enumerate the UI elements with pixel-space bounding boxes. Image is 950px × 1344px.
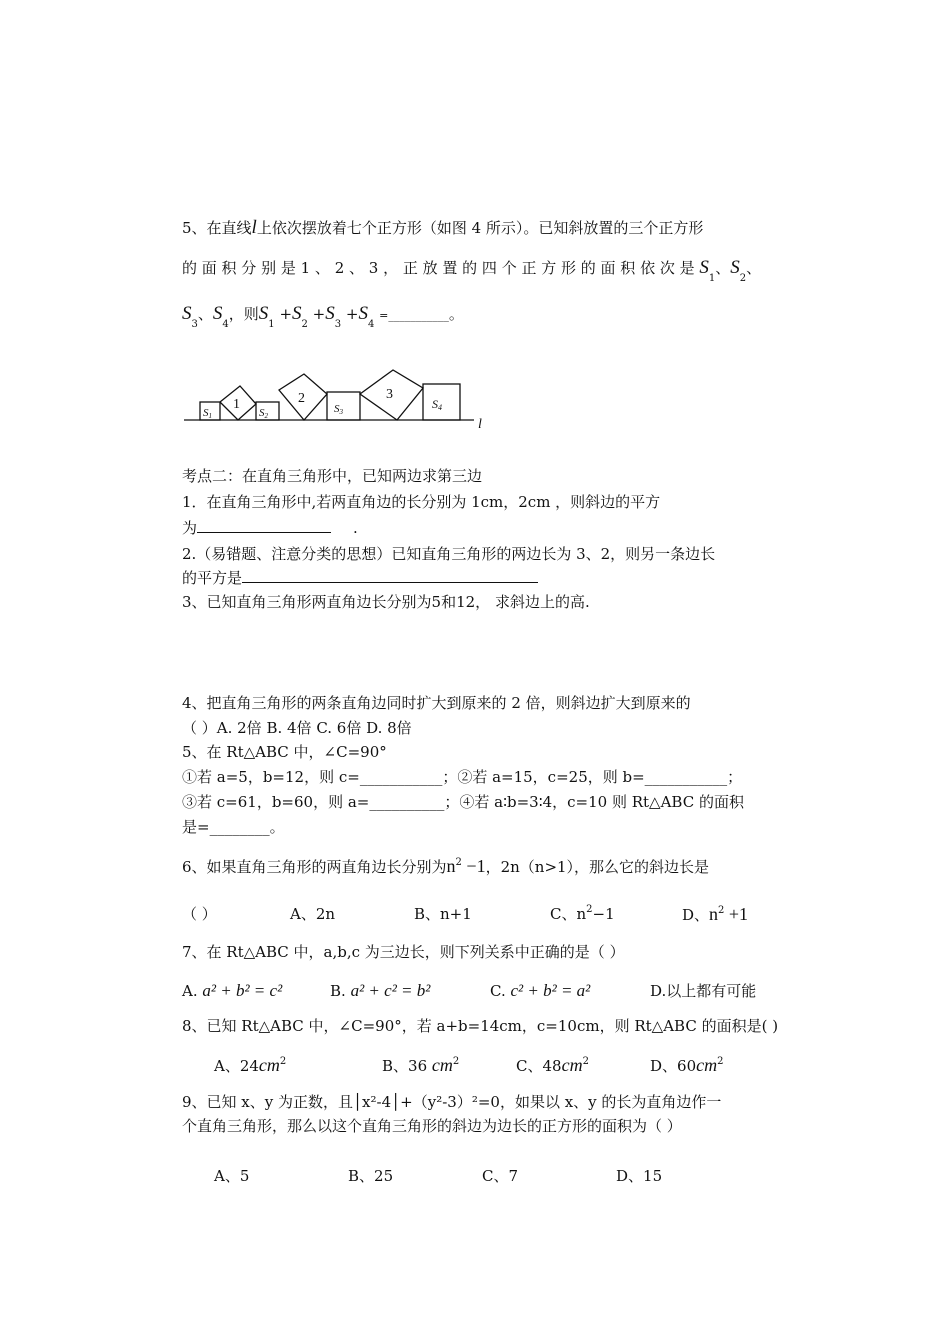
label-s4: S4 bbox=[432, 397, 442, 412]
section-title: 考点二：在直角三角形中，已知两边求第三边 bbox=[182, 467, 483, 485]
line-variable: l bbox=[251, 217, 257, 238]
problem-9-line-1: 9、已知 x、y 为正数，且│x²-4│+（y²-3）²=0，如果以 x、y 的长为直角边作一 bbox=[182, 1093, 722, 1111]
square-s4 bbox=[423, 384, 460, 420]
p7-option-d[interactable]: D.以上都有可能 bbox=[650, 982, 757, 1000]
problem-9-line-2: 个直角三角形，那么以这个直角三角形的斜边为边长的正方形的面积为（ ） bbox=[182, 1117, 682, 1135]
problem-7: 7、在 Rt△ABC 中，a,b,c 为三边长，则下列关系中正确的是（ ） bbox=[182, 943, 625, 961]
problem-9-options bbox=[214, 1166, 663, 1186]
squares-figure bbox=[182, 362, 492, 434]
problem-4-line-2: （ ）A. 2倍 B. 4倍 C. 6倍 D. 8倍 bbox=[182, 719, 412, 737]
p7-option-a[interactable]: A. a² + b² = c² bbox=[182, 981, 283, 1000]
problem-7-options bbox=[182, 981, 757, 1001]
p6-option-c[interactable]: C、$n^2-1$ bbox=[550, 904, 615, 923]
problem-6-line-1: 6、如果直角三角形的两直角边长分别为$n^2 -1$，2n（n>1），那么它的斜边长是 bbox=[182, 856, 710, 876]
p8-option-b[interactable]: B、36 $cm^2$ bbox=[382, 1055, 460, 1075]
answer-blank[interactable]: ___________ bbox=[388, 309, 449, 322]
problem-1-line-1: 1．在直角三角形中,若两直角边的长分别为 1cm，2cm ，则斜边的平方 bbox=[182, 493, 661, 511]
problem-2-line-1: 2.（易错题、注意分类的思想）已知直角三角形的两边长为 3、2，则另一条边长 bbox=[182, 545, 716, 563]
problem-1-line-2: 为 . bbox=[182, 519, 358, 537]
p9-option-d[interactable]: D、15 bbox=[616, 1167, 663, 1185]
label-s3: S3 bbox=[334, 403, 343, 416]
q5-line-1: 5、在直线l上依次摆放着七个正方形（如图 4 所示）。已知斜放置的三个正方形 bbox=[182, 217, 704, 238]
label-s1: S1 bbox=[203, 407, 212, 420]
problem-8-options bbox=[214, 1055, 724, 1079]
answer-blank-1[interactable] bbox=[197, 518, 331, 533]
problem-5-line-1: 5、在 Rt△ABC 中，∠C=90° bbox=[182, 743, 387, 761]
problem-8: 8、已知 Rt△ABC 中，∠C=90°，若 a+b=14cm，c=10cm，则 Rt△ABC 的面积是( ) bbox=[182, 1017, 779, 1035]
p8-option-a[interactable]: A、$24cm^2$ bbox=[214, 1055, 287, 1075]
problem-3: 3、已知直角三角形两直角边长分别为5和12， 求斜边上的高. bbox=[182, 593, 590, 611]
p6-option-d[interactable]: D、$n^2 +1$ bbox=[682, 904, 749, 924]
q5-line-2: 的 面 积 分 别 是 1 、 2 、 3 ， 正 放 置 的 四 个 正 方 形 的 面 积 依 次 是 $S_1$、$S_2$、 bbox=[182, 257, 762, 284]
problem-5-line-3: ③若 c=61，b=60，则 a=__________；④若 a∶b=3∶4，c=10 则 Rt△ABC 的面积 bbox=[182, 793, 744, 811]
label-1: 1 bbox=[233, 397, 240, 412]
p9-option-b[interactable]: B、25 bbox=[348, 1167, 394, 1185]
p6-option-b[interactable]: B、n+1 bbox=[414, 905, 472, 923]
answer-blank-2[interactable] bbox=[242, 568, 538, 583]
p8-option-c[interactable]: C、$48cm^2$ bbox=[516, 1055, 589, 1075]
p9-option-c[interactable]: C、7 bbox=[482, 1167, 519, 1185]
problem-2-line-2: 的平方是 bbox=[182, 568, 538, 588]
problem-4-line-1: 4、把直角三角形的两条直角边同时扩大到原来的 2 倍，则斜边扩大到原来的 bbox=[182, 694, 691, 712]
p7-option-b[interactable]: B. a² + c² = b² bbox=[330, 981, 431, 1000]
label-3: 3 bbox=[386, 387, 393, 402]
problem-6-options: （ ） A、2n B、n+1 C、$n^2-1$ D、$n^2 +1$ bbox=[182, 904, 217, 924]
problem-5-line-4: 是=________。 bbox=[182, 818, 285, 836]
problem-5-line-2: ①若 a=5，b=12，则 c=___________；②若 a=15，c=25，则 b=___________； bbox=[182, 768, 743, 786]
label-l: l bbox=[478, 417, 482, 432]
square-s3 bbox=[327, 392, 360, 420]
label-2: 2 bbox=[298, 391, 305, 406]
p8-option-d[interactable]: D、$60cm^2$ bbox=[650, 1055, 724, 1075]
label-s2: S2 bbox=[259, 407, 268, 420]
p6-option-a[interactable]: A、2n bbox=[290, 905, 336, 923]
p9-option-a[interactable]: A、5 bbox=[214, 1167, 250, 1185]
p7-option-c[interactable]: C. c² + b² = a² bbox=[490, 981, 591, 1000]
q5-line-3: $S_3$、$S_4$，则$S_1 +S_2 +S_3 +S_4$ =___________。 bbox=[182, 303, 464, 330]
